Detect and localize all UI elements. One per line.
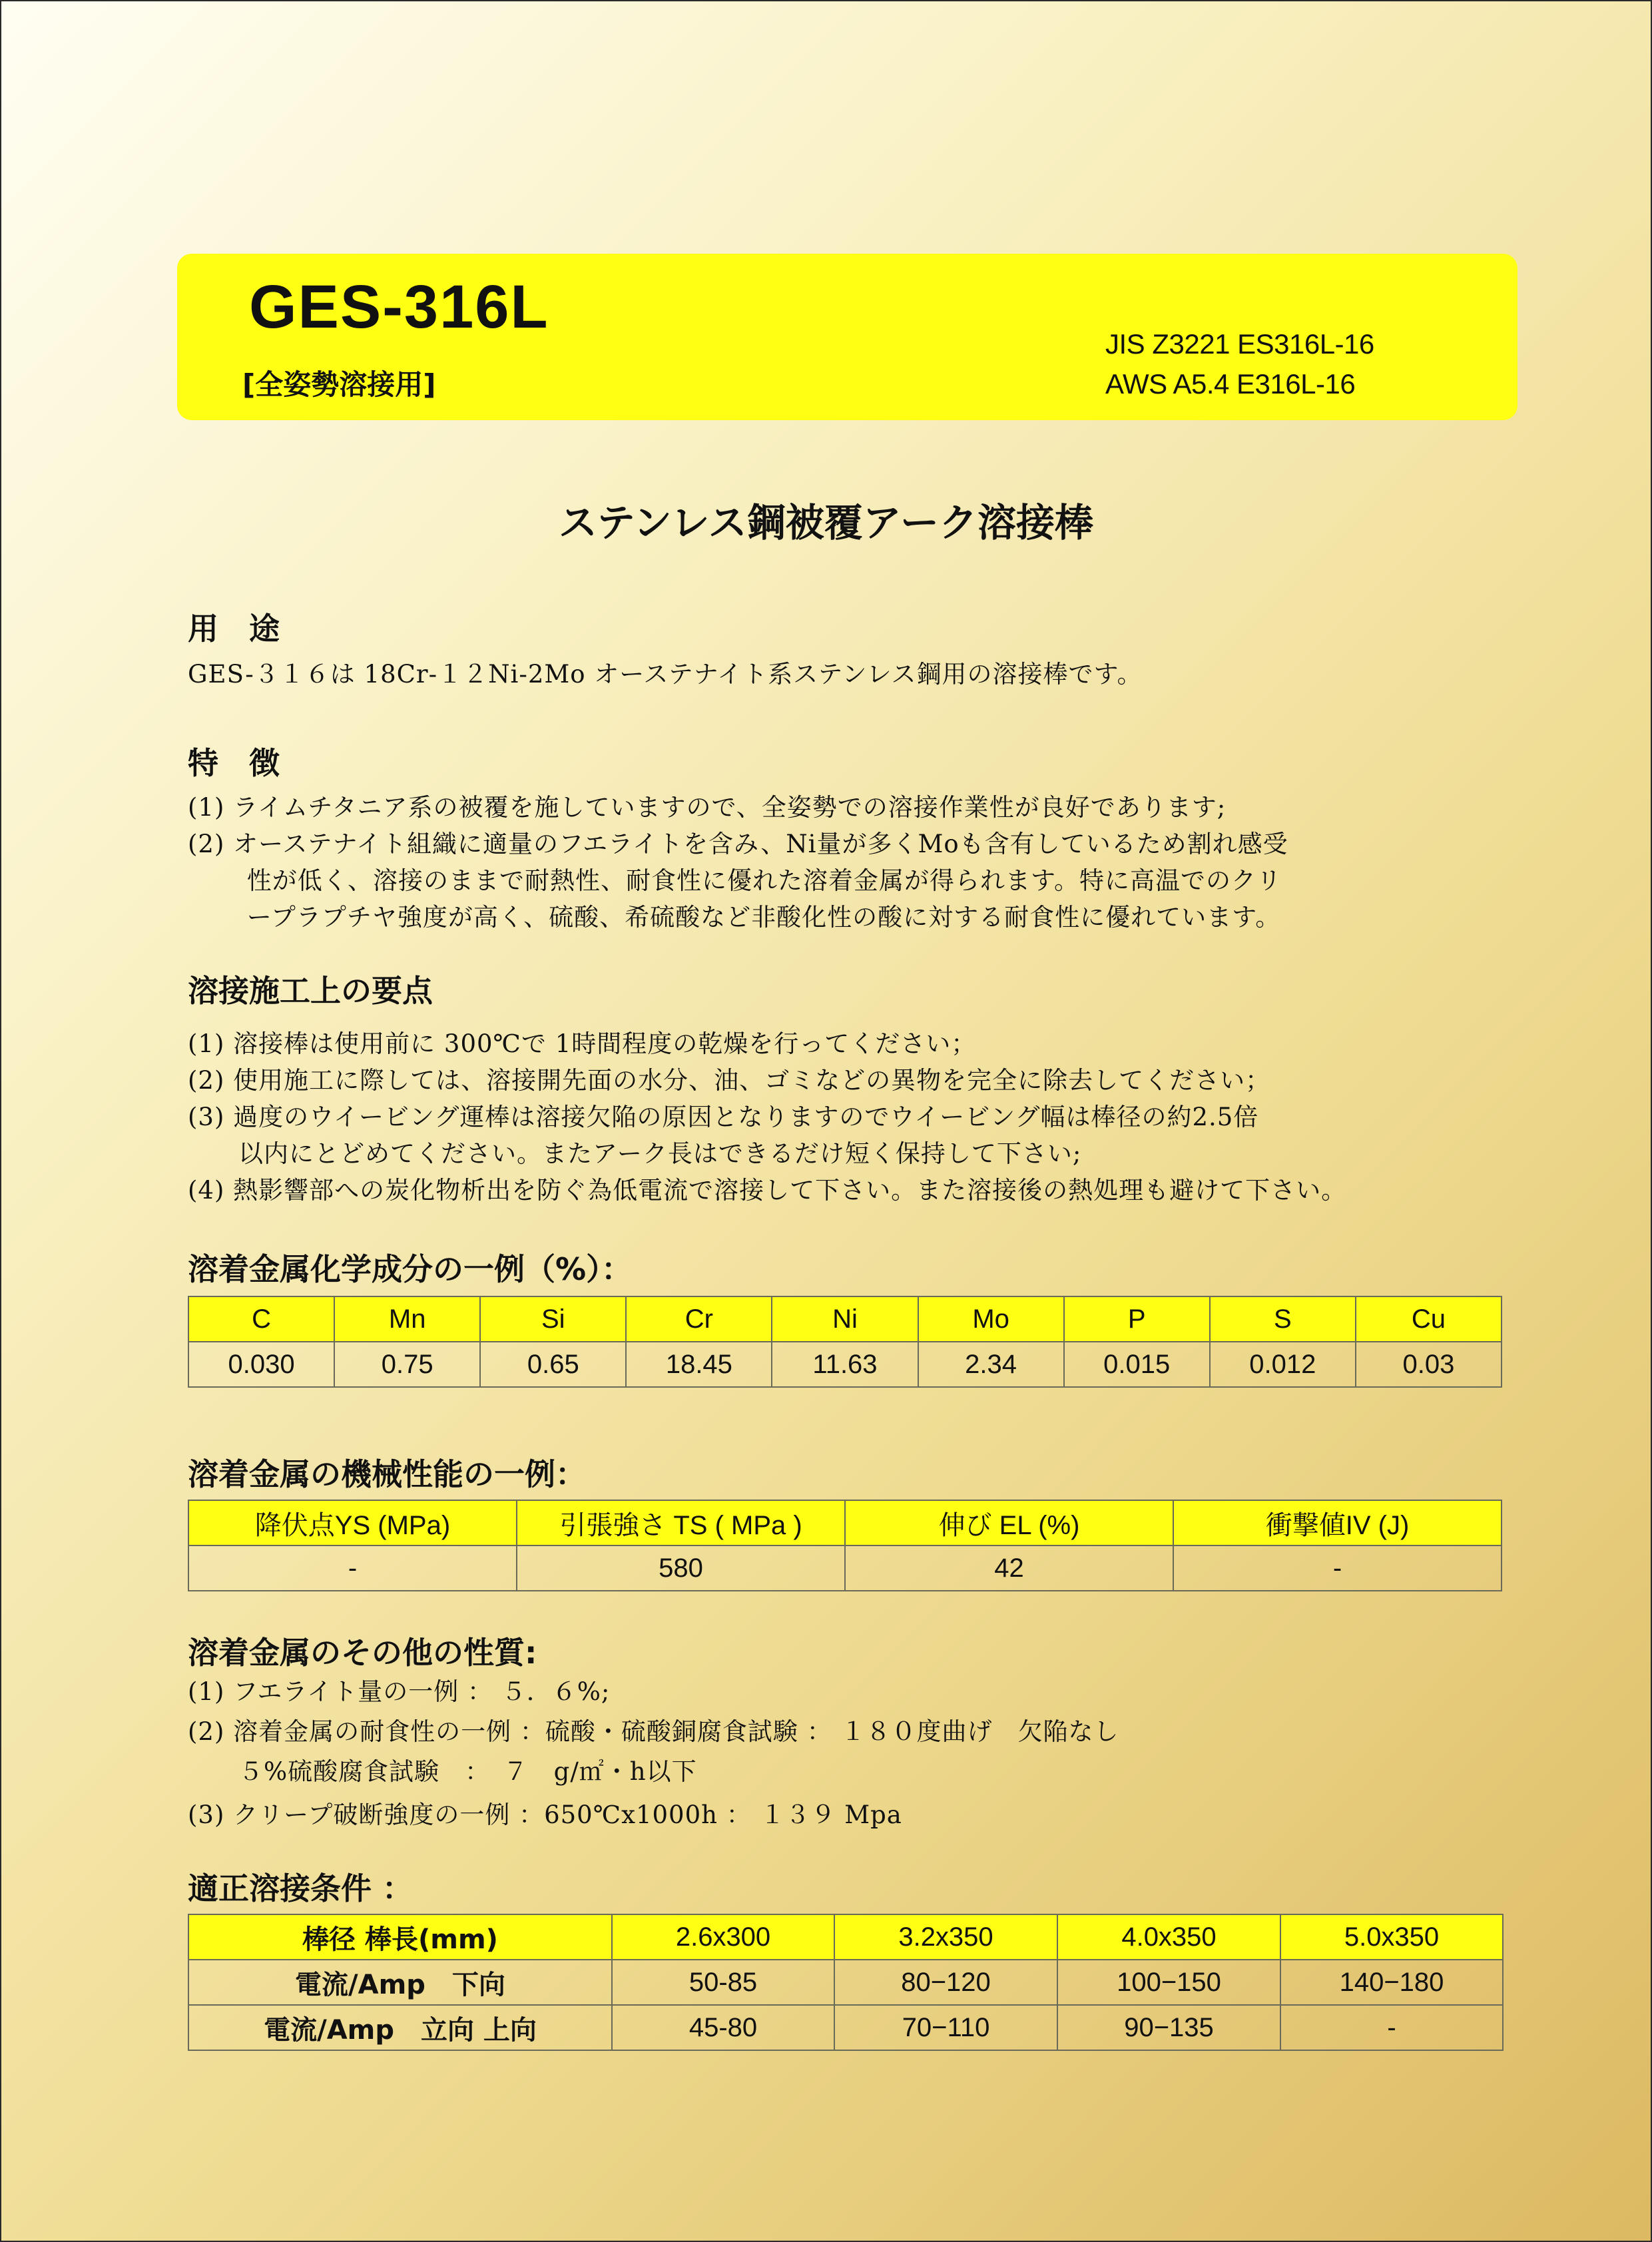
welding-point-line: (3) 過度のウイービング運棒は溶接欠陥の原因となりますのでウイービング幅は棒径の約2.5倍 — [188, 1103, 1259, 1131]
chemical-header-cell: Ni — [772, 1296, 918, 1342]
conditions-cell: 70−110 — [834, 2005, 1057, 2050]
conditions-row — [188, 1960, 1503, 2005]
conditions-table — [188, 1914, 1504, 2051]
other-property-line: ５%硫酸腐食試験 ： ７ g/㎡・h以下 — [188, 1757, 697, 1786]
mechanical-header-cell: 引張強さ TS ( MPa ) — [517, 1500, 845, 1545]
feature-line: ープラプチヤ強度が高く、硫酸、希硫酸など非酸化性の酸に対する耐食性に優れています。 — [188, 903, 1281, 932]
mechanical-value-cell: 42 — [845, 1545, 1173, 1591]
conditions-heading: 適正溶接条件 ： — [188, 1870, 413, 1906]
conditions-header-cell: 棒径 棒長(mm) — [188, 1914, 612, 1960]
chemical-value-cell: 0.75 — [334, 1342, 480, 1387]
conditions-header-cell: 2.6x300 — [612, 1914, 834, 1960]
chemical-heading: 溶着金属化学成分の一例（%）： — [188, 1251, 633, 1287]
document-title: ステンレス鋼被覆アーク溶接棒 — [558, 500, 1093, 545]
chemical-value-cell: 0.030 — [188, 1342, 334, 1387]
conditions-cell: 140−180 — [1280, 1960, 1503, 2005]
standard-aws: AWS A5.4 E316L-16 — [1105, 368, 1356, 400]
conditions-cell: 80−120 — [834, 1960, 1057, 2005]
chemical-value-cell: 18.45 — [626, 1342, 772, 1387]
conditions-header-cell: 4.0x350 — [1057, 1914, 1280, 1960]
other-property-line: (3) クリープ破断強度の一例 ：650℃x1000h ： １３９ Mpa — [188, 1801, 902, 1829]
standard-jis: JIS Z3221 ES316L-16 — [1105, 328, 1374, 360]
conditions-cell: 45-80 — [612, 2005, 834, 2050]
chemical-value-cell: 2.34 — [918, 1342, 1064, 1387]
mechanical-value-cell: 580 — [517, 1545, 845, 1591]
conditions-cell: 90−135 — [1057, 2005, 1280, 2050]
conditions-cell: 50-85 — [612, 1960, 834, 2005]
chemical-header-row — [188, 1296, 1502, 1342]
mechanical-header-cell: 伸び EL (%) — [845, 1500, 1173, 1545]
mechanical-header-row — [188, 1500, 1502, 1545]
welding-point-line: (4) 熱影響部への炭化物析出を防ぐ為低電流で溶接して下さい。また溶接後の熱処理も避けて下さい。 — [188, 1176, 1347, 1205]
conditions-header-row — [188, 1914, 1503, 1960]
feature-line: 性が低く、溶接のままで耐熱性、耐食性に優れた溶着金属が得られます。特に高温でのクリ — [188, 866, 1282, 895]
header-banner — [177, 254, 1517, 420]
chemical-header-cell: Cr — [626, 1296, 772, 1342]
chemical-value-cell: 0.015 — [1064, 1342, 1210, 1387]
welding-point-line: (2) 使用施工に際しては、溶接開先面の水分、油、ゴミなどの異物を完全に除去してください； — [188, 1066, 1271, 1095]
feature-line: (2) オーステナイト組織に適量のフエライトを含み、Ni量が多くMoも含有しているため割れ感受 — [188, 830, 1288, 858]
conditions-header-cell: 5.0x350 — [1280, 1914, 1503, 1960]
other-properties-heading: 溶着金属のその他の性質: — [188, 1635, 537, 1671]
mechanical-value-cell: - — [188, 1545, 517, 1591]
chemical-value-cell: 0.012 — [1210, 1342, 1356, 1387]
chemical-value-cell: 11.63 — [772, 1342, 918, 1387]
other-property-line: (1) フエライト量の一例 ： ５．６%; — [188, 1677, 611, 1706]
mechanical-value-cell: - — [1173, 1545, 1502, 1591]
chemical-header-cell: P — [1064, 1296, 1210, 1342]
features-heading: 特 徴 — [188, 745, 280, 781]
usage-text: GES-３１６は 18Cr-１２Ni-2Mo オーステナイト系ステンレス鋼用の溶接棒です。 — [188, 660, 1143, 689]
conditions-cell: - — [1280, 2005, 1503, 2050]
chemical-header-cell: S — [1210, 1296, 1356, 1342]
chemical-header-cell: Si — [480, 1296, 626, 1342]
conditions-cell: 電流/Amp 立向 上向 — [188, 2005, 612, 2050]
conditions-cell: 100−150 — [1057, 1960, 1280, 2005]
conditions-cell: 電流/Amp 下向 — [188, 1960, 612, 2005]
mechanical-header-cell: 衝撃値IV (J) — [1173, 1500, 1502, 1545]
usage-heading: 用 途 — [188, 611, 280, 647]
welding-point-line: (1) 溶接棒は使用前に 300℃で 1時間程度の乾燥を行ってください； — [188, 1029, 977, 1058]
feature-line: (1) ライムチタニア系の被覆を施していますので、全姿勢での溶接作業性が良好であります; — [188, 793, 1227, 822]
mechanical-table — [188, 1500, 1502, 1591]
conditions-row — [188, 2005, 1503, 2050]
product-subtitle: [全姿勢溶接用] — [242, 368, 436, 401]
welding-points-heading: 溶接施工上の要点 — [188, 973, 433, 1009]
chemical-table — [188, 1296, 1502, 1388]
mechanical-header-cell: 降伏点YS (MPa) — [188, 1500, 517, 1545]
chemical-header-cell: Mn — [334, 1296, 480, 1342]
welding-point-line: 以内にとどめてください。またアーク長はできるだけ短く保持して下さい; — [188, 1139, 1082, 1168]
mechanical-value-row — [188, 1545, 1502, 1591]
chemical-header-cell: C — [188, 1296, 334, 1342]
chemical-header-cell: Mo — [918, 1296, 1064, 1342]
conditions-header-cell: 3.2x350 — [834, 1914, 1057, 1960]
chemical-header-cell: Cu — [1356, 1296, 1502, 1342]
mechanical-heading: 溶着金属の機械性能の一例： — [188, 1456, 586, 1492]
chemical-value-cell: 0.03 — [1356, 1342, 1502, 1387]
chemical-value-cell: 0.65 — [480, 1342, 626, 1387]
other-property-line: (2) 溶着金属の耐食性の一例 ：硫酸・硫酸銅腐食試験 ： １８０度曲げ 欠陥なし — [188, 1717, 1119, 1746]
chemical-value-row — [188, 1342, 1502, 1387]
product-name: GES-316L — [249, 273, 549, 341]
